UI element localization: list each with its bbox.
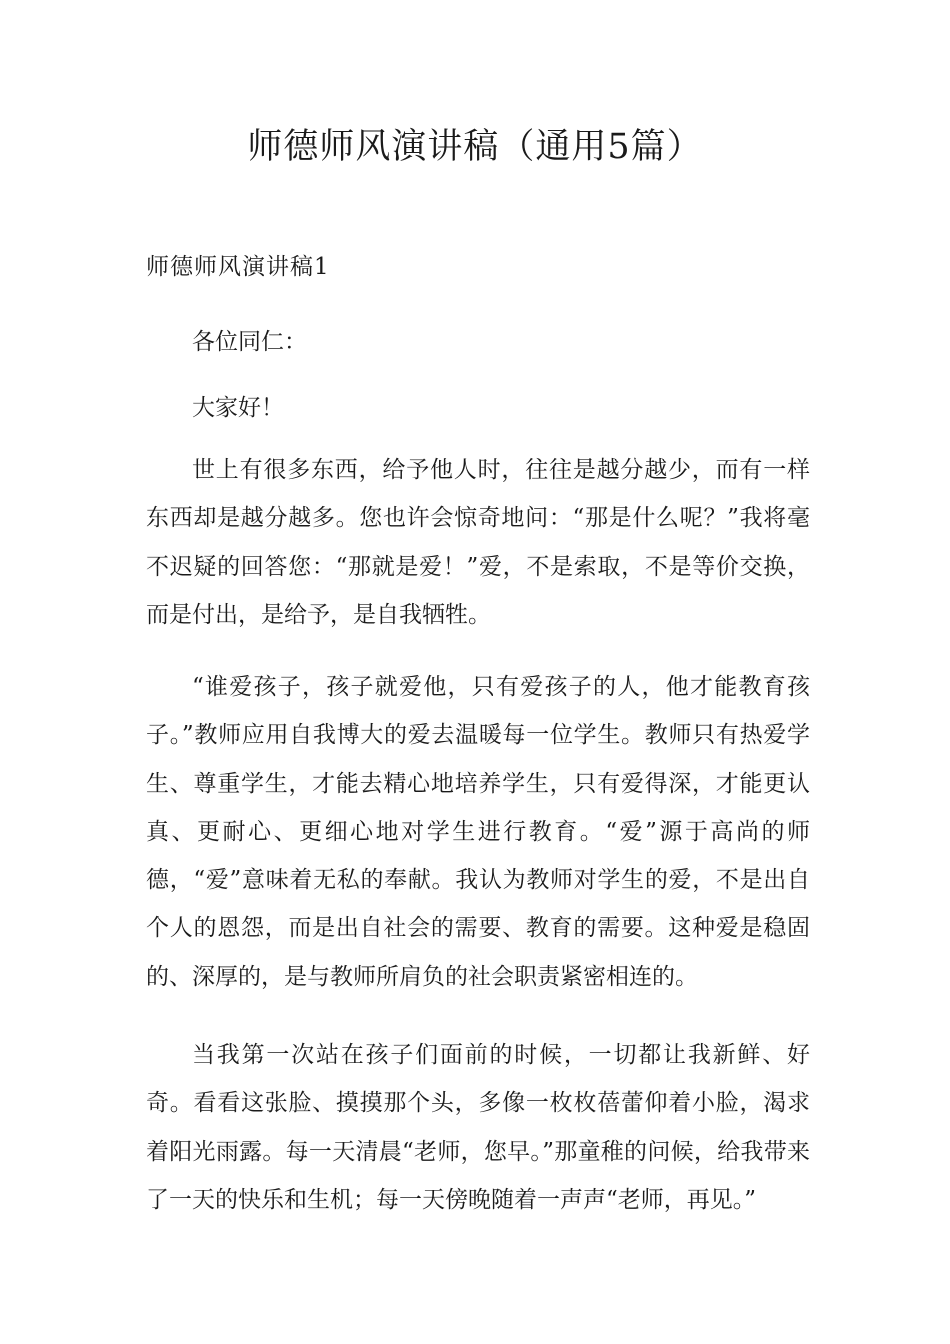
section-heading: 师德师风演讲稿1 xyxy=(146,254,330,280)
document-title: 师德师风演讲稿（通用5篇） xyxy=(247,127,703,167)
body-paragraph-1: 世上有很多东西，给予他人时，往往是越分越少，而有一样东西却是越分越多。您也许会惊奇地问：“那是什么呢？”我将毫不迟疑的回答您：“那就是爱！”爱，不是索取，不是等价交换，而是付出，是给予，是自我牺牲。 xyxy=(146,457,810,628)
body-paragraph-2: “谁爱孩子，孩子就爱他，只有爱孩子的人，他才能教育孩子。”教师应用自我博大的爱去温暖每一位学生。教师只有热爱学生、尊重学生，才能去精心地培养学生，只有爱得深，才能更认真、更耐心、更细心地对学生进行教育。“爱”源于高尚的师德，“爱”意味着无私的奉献。我认为教师对学生的爱，不是出自个人的恩怨，而是出自社会的需要、教育的需要。这种爱是稳固的、深厚的，是与教师所肩负的社会职责紧密相连的。 xyxy=(146,674,810,990)
hello-line: 大家好！ xyxy=(192,395,284,421)
body-paragraph-3: 当我第一次站在孩子们面前的时候，一切都让我新鲜、好奇。看看这张脸、摸摸那个头，多像一枚枚蓓蕾仰着小脸，渴求着阳光雨露。每一天清晨“老师，您早。”那童稚的问候，给我带来了一天的快乐和生机；每一天傍晚随着一声声“老师，再见。” xyxy=(146,1042,810,1213)
greeting-line: 各位同仁： xyxy=(192,329,307,355)
